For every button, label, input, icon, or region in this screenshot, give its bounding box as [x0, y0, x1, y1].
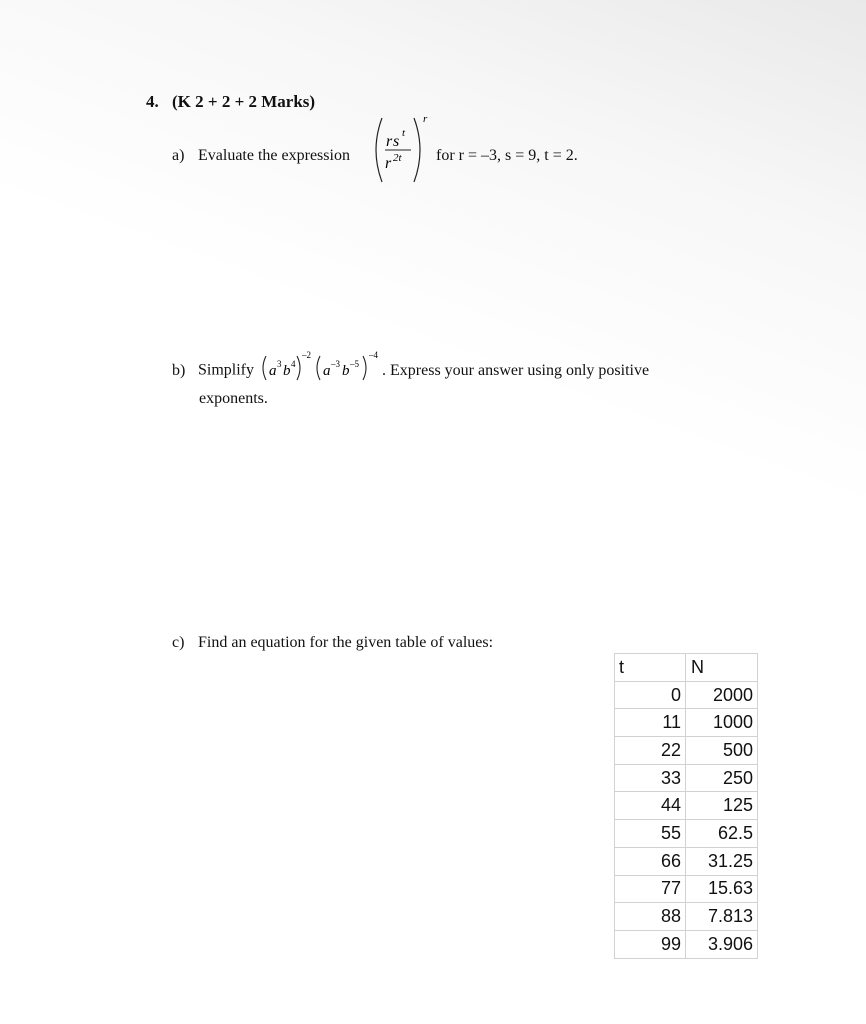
- table-row: [615, 875, 758, 903]
- table-cell-n: 62.5: [686, 820, 758, 848]
- table-cell-n: 3.906: [686, 930, 758, 958]
- table-row: [615, 737, 758, 765]
- question-number: 4.: [146, 92, 159, 111]
- expr-den-r: r: [385, 155, 392, 172]
- table-cell-t: 99: [615, 930, 686, 958]
- table-cell-n: 1000: [686, 709, 758, 737]
- table-row: [615, 792, 758, 820]
- table-cell-n: 31.25: [686, 847, 758, 875]
- table-row: [615, 709, 758, 737]
- b-paren-left-1: [263, 356, 266, 380]
- table-cell-t: 33: [615, 764, 686, 792]
- b-b2: b: [342, 363, 350, 379]
- table-cell-n: 500: [686, 737, 758, 765]
- expr-num-s: s: [393, 133, 400, 150]
- part-b-text: [172, 350, 650, 382]
- question-marks: (K 2 + 2 + 2 Marks): [172, 92, 316, 111]
- part-b-label: b): [172, 361, 186, 379]
- table-cell-t: 55: [615, 820, 686, 848]
- table-cell-n: 15.63: [686, 875, 758, 903]
- part-a-label: a): [172, 147, 185, 164]
- b-paren-right-1: [297, 356, 300, 380]
- part-b-line2: exponents.: [199, 390, 268, 407]
- table-row: [615, 903, 758, 931]
- b-paren-right-2: [363, 356, 366, 380]
- part-a-instruction: Evaluate the expression: [198, 147, 350, 164]
- part-b-instruction: Simplify: [198, 361, 255, 379]
- expr-num-r: r: [386, 133, 393, 150]
- expr-outer-exp: r: [423, 113, 428, 125]
- b-exp-b2: –5: [350, 359, 360, 369]
- table-cell-t: 0: [615, 681, 686, 709]
- table-cell-n: 7.813: [686, 903, 758, 931]
- b-b1: b: [283, 363, 291, 379]
- table-row: [615, 847, 758, 875]
- part-a-expression: [368, 112, 434, 188]
- b-a2: a: [323, 363, 331, 379]
- b-a1: a: [269, 363, 277, 379]
- table-cell-t: 11: [615, 709, 686, 737]
- table-header-row: [615, 654, 758, 682]
- table-cell-t: 77: [615, 875, 686, 903]
- b-exp-a2: –3: [331, 359, 341, 369]
- table-header-t: t: [615, 654, 686, 682]
- table-row: [615, 764, 758, 792]
- table-cell-t: 88: [615, 903, 686, 931]
- table-cell-t: 22: [615, 737, 686, 765]
- table-header-n: N: [686, 654, 758, 682]
- table-cell-t: 44: [615, 792, 686, 820]
- expr-left-paren: [376, 118, 382, 182]
- table-cell-n: 125: [686, 792, 758, 820]
- part-c-label: c): [172, 634, 185, 651]
- table-cell-n: 2000: [686, 681, 758, 709]
- question-heading: [146, 92, 315, 112]
- table-cell-n: 250: [686, 764, 758, 792]
- part-c-instruction: Find an equation for the given table of values:: [198, 634, 494, 651]
- table-cell-t: 66: [615, 847, 686, 875]
- expr-den-exp: 2t: [393, 152, 402, 164]
- b-exp-b1: 4: [291, 359, 296, 369]
- part-b-instruction-cont: . Express your answer using only positive: [382, 361, 650, 379]
- b-exp-outer1: –2: [302, 350, 312, 360]
- part-a-text: [172, 147, 350, 165]
- expr-num-exp: t: [402, 127, 406, 139]
- part-c-text: [172, 634, 493, 652]
- table-row: [615, 930, 758, 958]
- part-b-expression: [258, 348, 398, 382]
- table-row: [615, 681, 758, 709]
- values-table: [614, 653, 758, 959]
- b-exp-outer2: –4: [369, 350, 379, 360]
- expr-right-paren: [414, 118, 420, 182]
- part-a-condition: for r = –3, s = 9, t = 2.: [436, 147, 578, 164]
- b-exp-a1: 3: [277, 359, 282, 369]
- b-paren-left-2: [317, 356, 320, 380]
- table-row: [615, 820, 758, 848]
